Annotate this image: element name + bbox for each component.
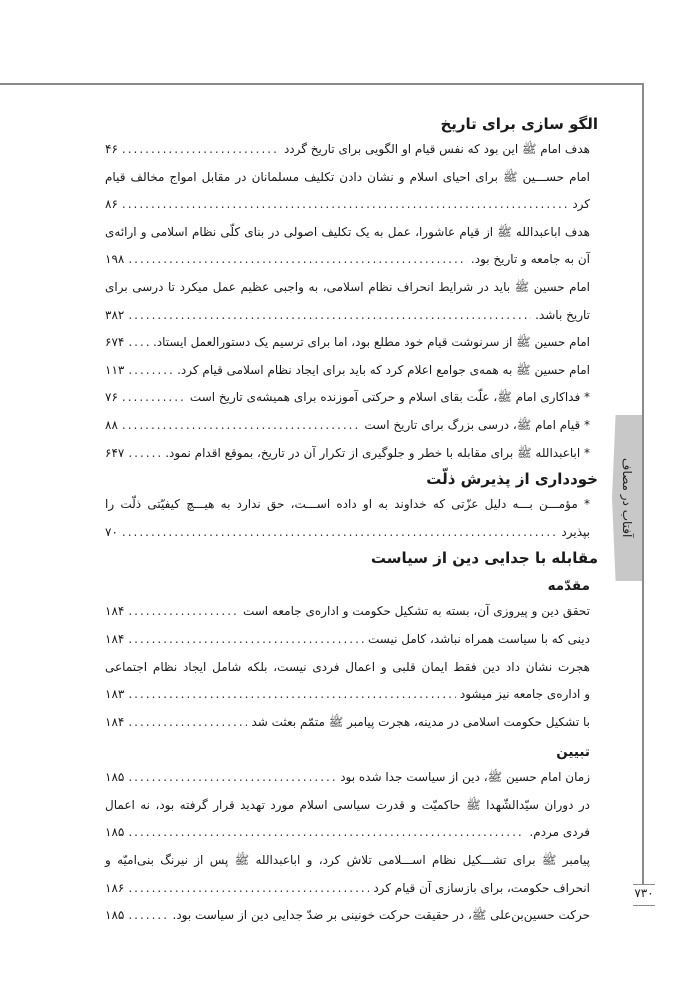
page-number-bottom-rule xyxy=(633,905,655,906)
entry-last-line xyxy=(105,412,590,440)
entry-page-number: ۳۸۲ xyxy=(105,307,125,322)
page-number: ۷۳۰ xyxy=(634,886,654,900)
leader-dots xyxy=(128,681,456,709)
index-entry xyxy=(105,136,598,164)
entry-page-number: ۸۶ xyxy=(105,197,118,212)
subsection-heading: مقدّمه xyxy=(547,578,590,595)
entry-page-number: ۴۶ xyxy=(105,142,118,156)
entry-last-line xyxy=(105,357,590,385)
leader-dots xyxy=(128,709,247,737)
entry-last-line xyxy=(105,519,590,547)
entry-page-number: ۱۸۵ xyxy=(105,908,125,923)
entry-text: * اباعبدالله ﷺ برای مقابله با خطر و جلوگیری از تکرار آن در تاریخ، بموقع اقدام نمود. xyxy=(165,445,590,460)
entry-line: در دوران سیّدالشّهدا ﷺ حاکمیّت و قدرت سیاسی اسلام مورد تهدید قرار گرفته بود، نه اعمال xyxy=(105,797,590,812)
entry-text: * قیام امام ﷺ، درسی بزرگ برای تاریخ است xyxy=(364,417,590,432)
index-entry xyxy=(105,709,598,737)
entry-page-number: ۱۸۴ xyxy=(105,604,125,619)
index-entry xyxy=(105,598,598,626)
entry-text: حرکت حسین‌بن‌علی ﷺ، در حقیقت حرکت خونینی بر ضدّ جدایی دین از سیاست بود. xyxy=(172,908,590,923)
index-entry xyxy=(105,626,598,654)
leader-dots xyxy=(128,246,467,274)
entry-text: امام حسین ﷺ از سرنوشت قیام خود مطلع بود، اما برای ترسیم یک دستورالعمل ایستاد. xyxy=(152,335,590,350)
chapter-tab-label-wrap xyxy=(612,415,642,581)
entry-text: کرد xyxy=(572,197,590,212)
entry-last-line xyxy=(105,902,590,930)
index-entry xyxy=(105,491,598,546)
entry-page-number: ۷۰ xyxy=(105,524,118,539)
top-border-rule xyxy=(0,83,644,85)
leader-dots xyxy=(122,136,280,164)
index-entry xyxy=(105,274,598,329)
entry-page-number: ۱۸۴ xyxy=(105,714,125,729)
index-entry xyxy=(105,902,598,930)
entry-text: تحقق دین و پیروزی آن، بسته به تشکیل حکومت و اداره‌ی جامعه است xyxy=(242,604,590,619)
side-border-rule xyxy=(642,83,644,885)
entry-page-number: ۸۸ xyxy=(105,417,118,432)
index-entry xyxy=(105,847,598,902)
leader-dots xyxy=(128,329,149,357)
index-content xyxy=(105,112,598,930)
entry-line: هجرت نشان داد دین فقط ایمان قلبی و اعمال فردی نیست، بلکه شامل ایجاد نظام اجتماعی xyxy=(105,659,590,674)
entry-last-line xyxy=(105,191,590,219)
entry-line: * مؤمـــن بـــه دلیل عزّتی که خداوند به او داده اســـت، حق ندارد به هیـــچ کیفیّتی ذلّت را xyxy=(105,497,590,512)
entry-text: دینی که با سیاست همراه نباشد، کامل نیست xyxy=(367,631,590,646)
entry-line: پیامبر ﷺ برای تشـــکیل نظام اســـلامی تلاش کرد، و اباعبدالله ﷺ پس از نیرنگ بنی‌امیّه و xyxy=(105,853,590,868)
entry-line: امام حســـین ﷺ برای احیای اسلام و نشان دادن تکلیف مسلمانان در مقابل امواج مخالف قیام xyxy=(105,169,590,184)
entry-text: آن به جامعه و تاریخ بود. xyxy=(470,252,590,267)
index-entry xyxy=(105,764,598,792)
leader-dots xyxy=(128,598,239,626)
entry-text: با تشکیل حکومت اسلامی در مدینه، هجرت پیامبر ﷺ متمّم بعثت شد xyxy=(251,714,590,729)
entry-line: هدف اباعبدالله ﷺ از قیام عاشورا، عمل به یک تکلیف اصولی در بنای کلّی نظام اسلامی و ارائه‌ی xyxy=(105,224,590,239)
entry-text: هدف امام ﷺ این بود که نفس قیام او الگویی برای تاریخ گردد xyxy=(283,142,590,156)
entry-text: * فداکاری امام ﷺ، علّت بقای اسلام و حرکتی آموزنده برای همیشه‌ی تاریخ است xyxy=(189,390,590,405)
entry-last-line xyxy=(105,598,590,626)
index-entry xyxy=(105,329,598,357)
leader-dots xyxy=(122,384,186,412)
leader-dots xyxy=(128,819,525,847)
index-entry xyxy=(105,384,598,412)
entry-last-line xyxy=(105,681,590,709)
index-entry xyxy=(105,412,598,440)
index-entry xyxy=(105,164,598,219)
entry-text: تاریخ باشد. xyxy=(535,307,590,322)
leader-dots xyxy=(128,875,369,903)
leader-dots xyxy=(128,764,336,792)
leader-dots xyxy=(122,412,361,440)
leader-dots xyxy=(128,302,531,330)
entry-page-number: ۶۷۴ xyxy=(105,335,125,350)
entry-last-line xyxy=(105,626,590,654)
leader-dots xyxy=(122,519,558,547)
entry-text: انحراف حکومت، برای بازسازی آن قیام کرد xyxy=(373,880,590,895)
entry-page-number: ۱۸۳ xyxy=(105,687,125,702)
entry-text: و اداره‌ی جامعه نیز میشود xyxy=(459,687,590,702)
section-heading: الگو سازی برای تاریخ xyxy=(440,115,598,133)
entry-last-line xyxy=(105,819,590,847)
entry-last-line xyxy=(105,764,590,792)
leader-dots xyxy=(128,902,168,930)
index-entry xyxy=(105,440,598,468)
subsection-heading: تبیین xyxy=(556,744,590,761)
leader-dots xyxy=(128,626,364,654)
entry-text: فردی مردم. xyxy=(529,825,590,840)
entry-last-line xyxy=(105,246,590,274)
leader-dots xyxy=(128,357,173,385)
entry-page-number: ۱۸۴ xyxy=(105,631,125,646)
entry-page-number: ۱۸۶ xyxy=(105,880,125,895)
entry-last-line xyxy=(105,709,590,737)
section-heading: خودداری از پذیرش ذلّت xyxy=(426,470,598,489)
page-number-top-rule xyxy=(633,884,655,885)
entry-page-number: ۷۶ xyxy=(105,390,118,405)
entry-text: امام حسین ﷺ به همه‌ی جوامع اعلام کرد که باید برای ایجاد نظام اسلامی قیام کرد. xyxy=(177,362,590,377)
entry-page-number: ۱۸۵ xyxy=(105,770,125,785)
index-entry xyxy=(105,654,598,709)
entry-last-line xyxy=(105,875,590,903)
entry-page-number: ۶۴۷ xyxy=(105,445,125,460)
leader-dots xyxy=(122,191,568,219)
leader-dots xyxy=(128,440,161,468)
entry-page-number: ۱۹۸ xyxy=(105,252,125,267)
entry-last-line xyxy=(105,384,590,412)
section-heading: مقابله با جدایی دین از سیاست xyxy=(370,549,598,568)
book-title-tab: آفتاب در مصاف xyxy=(620,458,634,538)
entry-last-line xyxy=(105,302,590,330)
entry-last-line xyxy=(105,440,590,468)
entry-line: امام حسین ﷺ باید در شرایط انحراف نظام اسلامی، به واجبی عظیم عمل میکرد تا درسی برای xyxy=(105,279,590,294)
entry-page-number: ۱۱۳ xyxy=(105,362,125,377)
entry-text: بپذیرد xyxy=(561,524,590,539)
index-entry xyxy=(105,792,598,847)
index-entry xyxy=(105,219,598,274)
entry-last-line xyxy=(105,329,590,357)
entry-last-line xyxy=(105,136,590,164)
entry-page-number: ۱۸۵ xyxy=(105,825,125,840)
entry-text: زمان امام حسین ﷺ، دین از سیاست جدا شده بود xyxy=(340,770,590,785)
index-entry xyxy=(105,357,598,385)
